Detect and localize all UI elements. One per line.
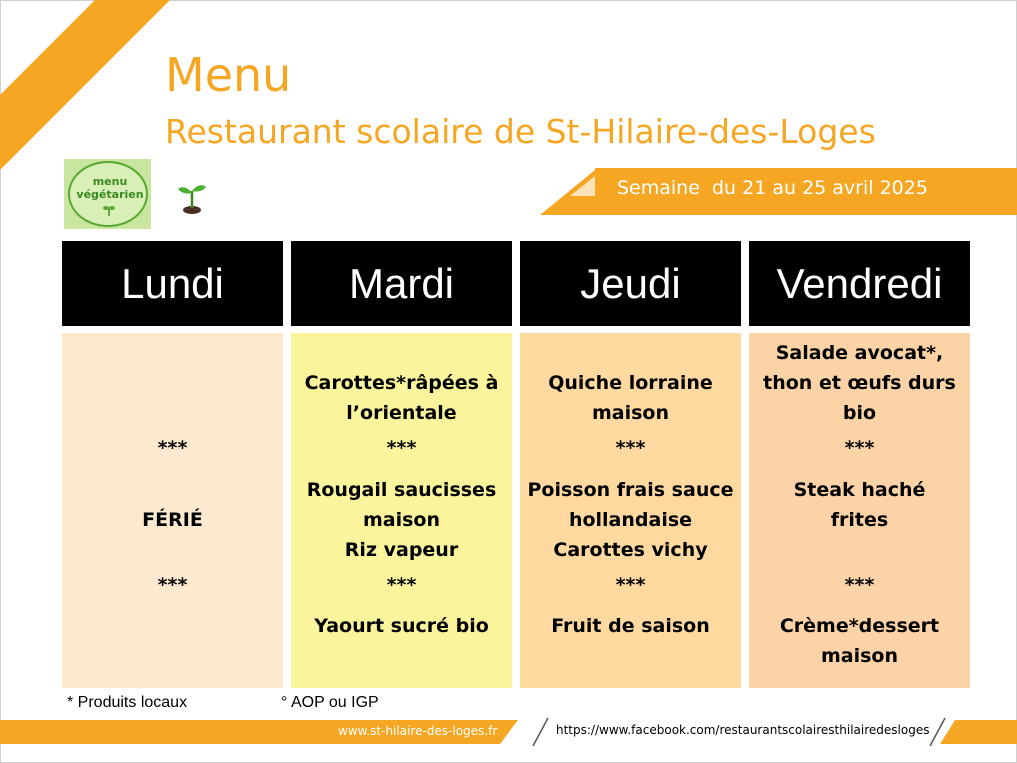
starter-line: Carottes*râpées à — [304, 372, 499, 394]
menu-column-vendredi — [749, 333, 970, 688]
week-label: Semaine du 21 au 25 avril 2025 — [617, 177, 928, 199]
vegetarian-menu-logo — [64, 159, 151, 229]
starter-line: thon et œufs durs — [763, 372, 956, 394]
main-course-line: hollandaise — [568, 509, 693, 531]
separator: *** — [615, 574, 646, 596]
vegetarian-logo-text: menu végétarien — [76, 175, 144, 201]
facebook-link[interactable]: https://www.facebook.com/restaurantscolairesthilairedesloges — [556, 723, 930, 737]
note-local-products: * Produits locaux — [67, 694, 188, 711]
dessert-line: Fruit de saison — [551, 615, 710, 637]
starter-line: Salade avocat*, — [775, 342, 944, 364]
main-course-line: frites — [830, 509, 889, 531]
main-course-line: Rougail saucisses — [306, 479, 497, 501]
day-header-jeudi: Jeudi — [520, 241, 741, 326]
corner-decoration — [0, 0, 170, 180]
main-course-line: Carottes vichy — [553, 539, 708, 561]
starter-line: l’orientale — [346, 402, 457, 424]
main-course-line: Poisson frais sauce — [527, 479, 734, 501]
separator: *** — [615, 437, 646, 459]
menu-column-jeudi — [520, 333, 741, 688]
day-header-mardi: Mardi — [291, 241, 512, 326]
starter-line: maison — [591, 402, 670, 424]
day-header-lundi: Lundi — [62, 241, 283, 326]
page-title: Menu — [165, 48, 292, 102]
page-subtitle: Restaurant scolaire de St-Hilaire-des-Loges — [165, 112, 876, 151]
starter-line: Quiche lorraine — [548, 372, 713, 394]
small-sprout-icon — [102, 203, 116, 217]
separator: *** — [844, 437, 875, 459]
dessert-line: Yaourt sucré bio — [314, 615, 489, 637]
menu-column-lundi — [62, 333, 283, 688]
separator: *** — [157, 574, 188, 596]
main-course-line: maison — [362, 509, 441, 531]
sprout-icon — [176, 177, 208, 215]
day-header-vendredi: Vendredi — [749, 241, 970, 326]
website-link[interactable]: www.st-hilaire-des-loges.fr — [338, 724, 498, 738]
starter-line: bio — [842, 402, 877, 424]
separator: *** — [386, 574, 417, 596]
main-course-line: Riz vapeur — [344, 539, 459, 561]
main-course: FÉRIÉ — [142, 509, 203, 531]
main-course-line: Steak haché — [793, 479, 926, 501]
separator: *** — [386, 437, 417, 459]
menu-column-mardi — [291, 333, 512, 688]
dessert-line: maison — [820, 645, 899, 667]
separator: *** — [844, 574, 875, 596]
separator: *** — [157, 437, 188, 459]
note-aop-igp: ° AOP ou IGP — [281, 694, 379, 711]
dessert-line: Crème*dessert — [779, 615, 940, 637]
